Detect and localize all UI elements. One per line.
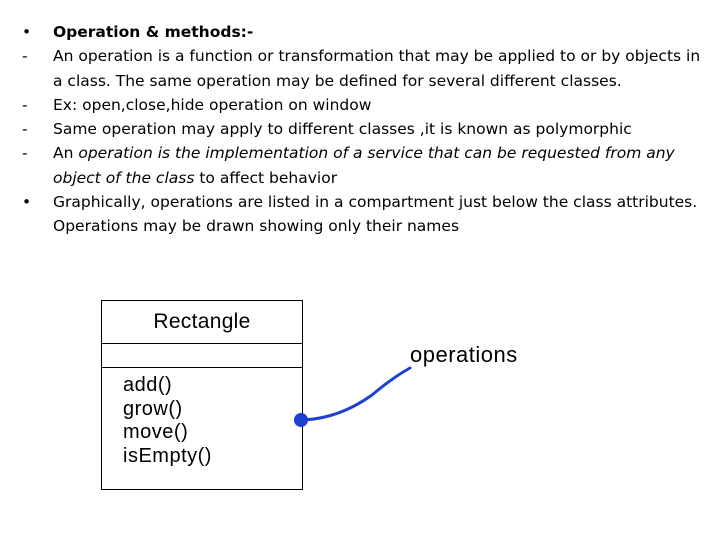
operation-item: isEmpty() bbox=[123, 444, 212, 467]
italic-segment: operation is the implementation of a service that can be requested from any object of the class bbox=[53, 144, 675, 187]
text-segment: to affect behavior bbox=[194, 168, 338, 187]
operation-item: grow() bbox=[123, 397, 183, 420]
bullet-text: Same operation may apply to different classes ,it is known as polymorphic bbox=[53, 120, 632, 139]
bullet-text: An operation is a function or transformation that may be applied to or by objects in a class. The same operation may be defined for several different classes. bbox=[53, 47, 701, 90]
dash-marker: - bbox=[22, 144, 28, 163]
bullet-text: Ex: open,close,hide operation on window bbox=[53, 95, 372, 114]
operation-item: add() bbox=[123, 374, 173, 396]
text-segment: An bbox=[53, 144, 79, 163]
bullet-marker: • bbox=[22, 193, 32, 212]
operations-label: operations bbox=[410, 342, 518, 367]
class-name-compartment: Rectangle bbox=[102, 301, 302, 344]
dash-marker: - bbox=[22, 120, 28, 139]
bullet-text: Graphically, operations are listed in a compartment just below the class attributes. Operations may be drawn showing only their names bbox=[53, 193, 698, 236]
dash-marker: - bbox=[22, 47, 28, 66]
operation-item: move() bbox=[123, 421, 189, 443]
connector-dot bbox=[294, 413, 308, 427]
bullet-text: Operation & methods:- bbox=[53, 23, 254, 41]
connector-curve bbox=[304, 368, 410, 420]
bullet-marker: • bbox=[22, 23, 32, 41]
dash-marker: - bbox=[22, 95, 28, 114]
